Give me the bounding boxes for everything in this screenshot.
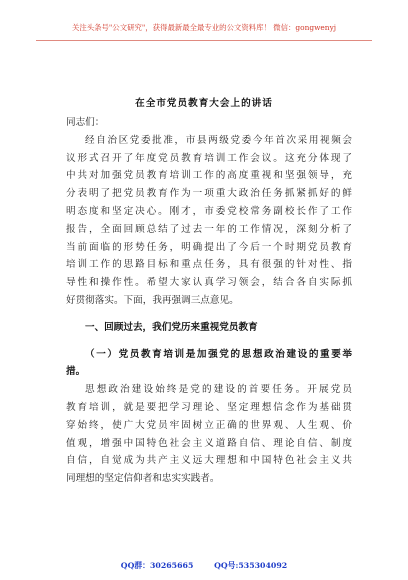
intro-line: 报告，全面回顾总结了过去一年的工作情况，深刻分析了	[66, 223, 352, 235]
footer-contact	[0, 560, 408, 571]
body-line: 值观，增强中国特色社会主义道路自信、理论自信、制度	[66, 437, 352, 449]
intro-line: 议形式召开了年度党员教育培训工作会议。这充分体现了	[66, 152, 352, 164]
body-line: 思想政治建设始终是党的建设的首要任务。开展党员	[85, 384, 352, 396]
document-title: 在全市党员教育大会上的讲话	[135, 98, 273, 109]
subsection-heading: （一）党员教育培训是加强党的思想政治建设的重要举	[85, 348, 352, 360]
intro-line: 导性和操作性。希望大家认真学习领会，结合各自实际抓	[66, 277, 352, 289]
intro-line: 好贯彻落实。下面，我再强调三点意见。	[66, 294, 239, 306]
body-line: 自信，自觉成为共产主义远大理想和中国特色社会主义共	[66, 455, 352, 467]
intro-line: 中共对加强党员教育培训工作的高度重视和坚强领导，充	[66, 170, 352, 182]
intro-line: 明态度和坚定决心。刚才，市委党校常务副校长作了工作	[66, 205, 352, 217]
greeting: 同志们：	[66, 117, 105, 128]
header-divider	[36, 40, 372, 41]
header-notice: 关注头条号"公文研究"，获得最新最全最专业的公文资料库！ 微信：gongwenyj	[71, 23, 337, 32]
intro-line: 经自治区党委批准，市县两级党委今年首次采用视频会	[85, 134, 352, 146]
subsection-heading: 措。	[66, 366, 86, 378]
body-line: 穿始终，使广大党员牢固树立正确的世界观、人生观、价	[66, 419, 352, 431]
intro-line: 培训工作的思路目标和重点任务，具有很强的针对性、指	[66, 259, 352, 271]
intro-line: 分表明了把党员教育作为一项重大政治任务抓紧抓好的鲜	[66, 188, 352, 200]
footer-qq-number: QQ号:535304092	[214, 561, 288, 570]
body-line: 教育培训，就是要把学习理论、坚定理想信念作为基础贯	[66, 401, 352, 413]
footer-qq-group: QQ群：30265665	[120, 561, 194, 570]
document-body	[66, 114, 352, 488]
section-heading: 一、回顾过去，我们党历来重视党员教育	[85, 321, 258, 333]
spacer	[66, 337, 352, 346]
intro-line: 当前面临的形势任务，明确提出了今后一个时期党员教育	[66, 241, 352, 253]
body-line: 同理想的坚定信仰者和忠实实践者。	[66, 473, 220, 485]
spacer	[66, 310, 352, 319]
